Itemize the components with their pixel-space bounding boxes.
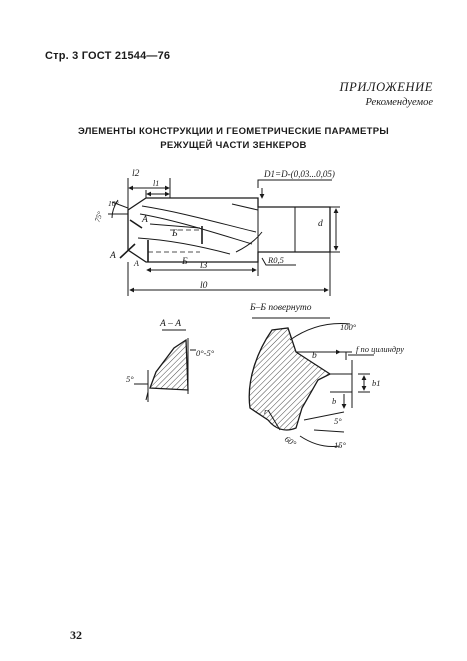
label-b-top: Б [172, 229, 178, 239]
label-a-left: А [110, 251, 116, 261]
section-a-a [134, 330, 196, 402]
heading-line-1: ЭЛЕМЕНТЫ КОНСТРУКЦИИ И ГЕОМЕТРИЧЕСКИЕ ПАРАМЕТРЫ [78, 126, 389, 137]
label-r: r [264, 406, 268, 416]
label-b1: b1 [372, 378, 381, 388]
label-d: d [318, 219, 323, 229]
zenker-labels [93, 169, 335, 291]
label-b-vertical: b [332, 396, 337, 406]
appendix-subtitle: Рекомендуемое [365, 97, 433, 108]
label-angle-60: 60° [282, 433, 299, 449]
zenker-side-view [108, 178, 340, 296]
page-header: Стр. 3 ГОСТ 21544—76 [45, 50, 171, 62]
heading-line-2: РЕЖУЩЕЙ ЧАСТИ ЗЕНКЕРОВ [160, 140, 307, 151]
label-angle-100: 100° [340, 322, 357, 332]
label-b: b [312, 351, 317, 361]
label-r05: R0,5 [268, 255, 284, 265]
label-d1-formula: D1=D-(0,03...0,05) [264, 169, 335, 179]
label-angle-10: 10° [108, 199, 119, 208]
section-b-b-title: Б–Б повернуто [250, 303, 312, 313]
label-l2: l2 [132, 169, 140, 179]
label-l3: l3 [200, 261, 208, 271]
section-b-b [249, 318, 374, 447]
label-angle-0-5: 0°-5° [196, 348, 215, 358]
section-a-a-title: А – А [160, 319, 182, 329]
label-a-bottom: А [134, 259, 139, 268]
label-angle-5: 5° [126, 374, 134, 384]
label-b-bottom: Б [182, 257, 188, 267]
label-angle-75: 75° [92, 210, 105, 224]
label-l1: l1 [153, 179, 160, 188]
label-f-cyl: f по цилиндру [356, 344, 404, 354]
appendix-title: ПРИЛОЖЕНИЕ [339, 80, 433, 94]
label-angle-15: 15° [334, 440, 346, 450]
page-number: 32 [70, 628, 82, 642]
label-l0: l0 [200, 281, 208, 291]
label-angle-5-bb: 5° [334, 416, 342, 426]
label-a-top: А [142, 215, 148, 225]
